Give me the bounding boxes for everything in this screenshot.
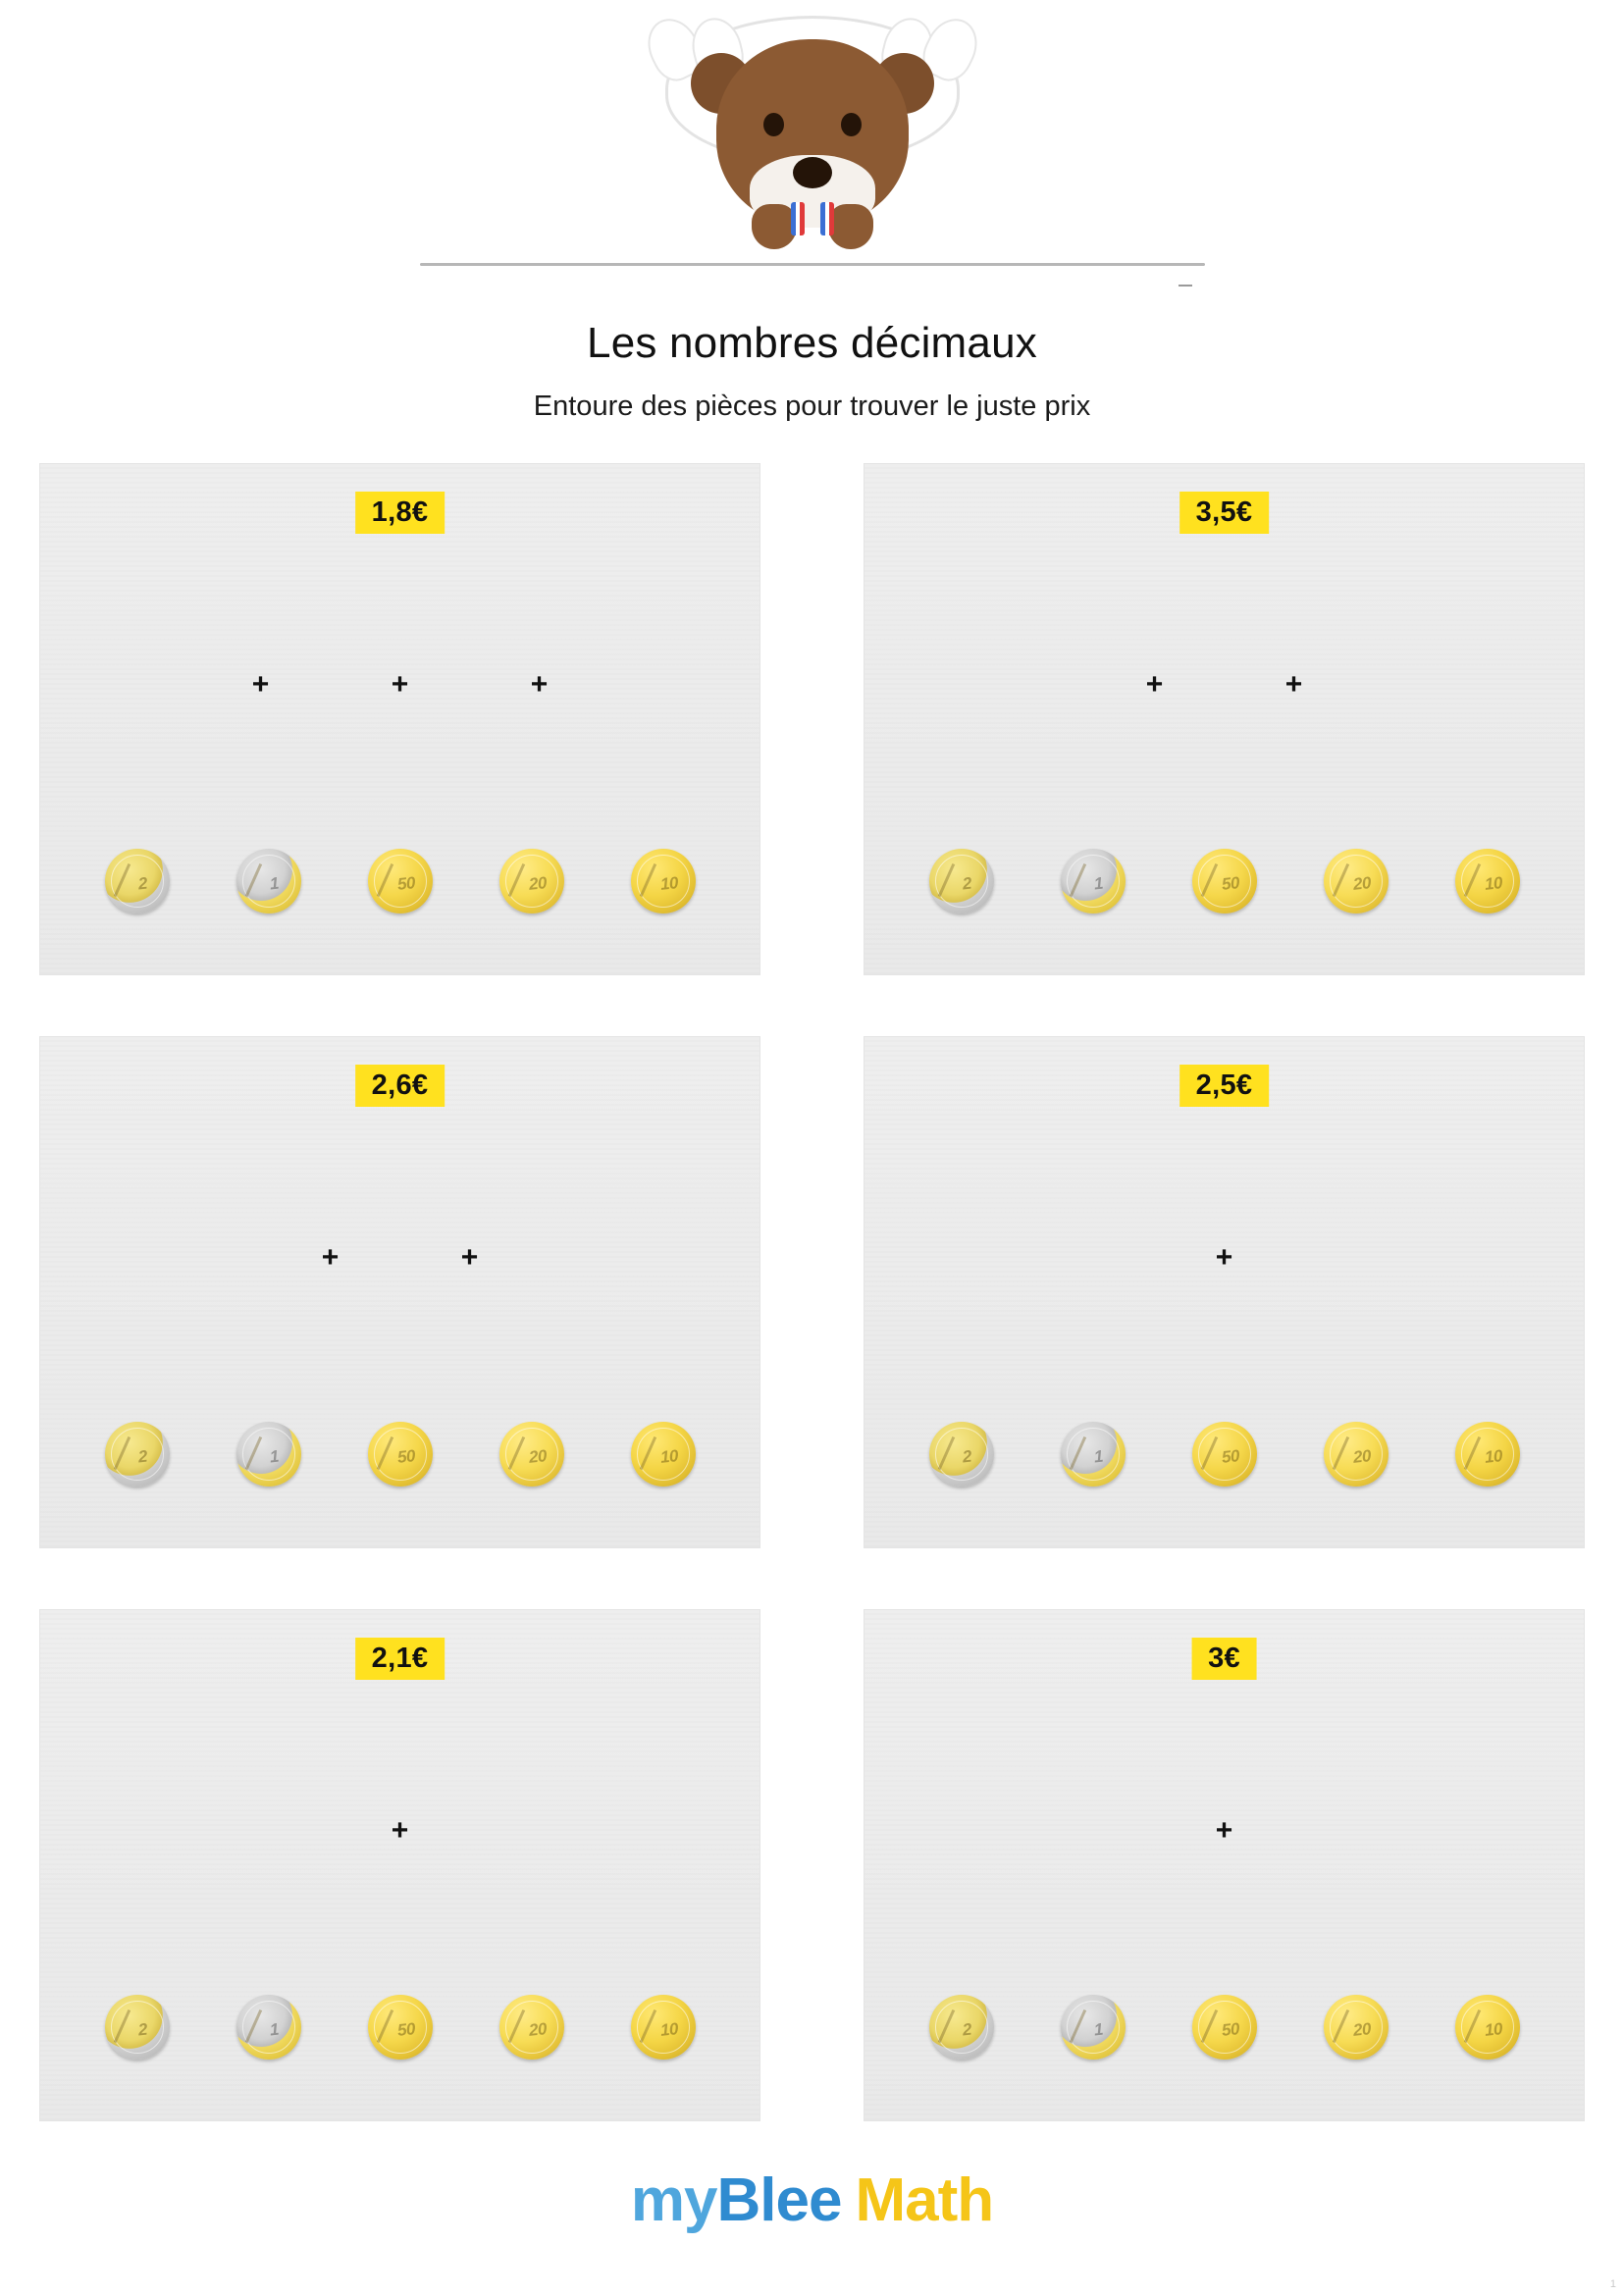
page-title: Les nombres décimaux <box>587 319 1037 367</box>
coin-denomination: 20 <box>527 873 548 894</box>
coin-shine <box>507 1436 524 1470</box>
coin-denomination: 2 <box>961 873 972 894</box>
coin-denomination: 50 <box>1220 873 1240 894</box>
coin-cent10[interactable] <box>631 1995 696 2060</box>
coin-shine <box>937 1436 954 1470</box>
mascot-ribbon-left <box>791 202 805 235</box>
coin-denomination: 1 <box>1092 1446 1104 1467</box>
coin-cent20[interactable] <box>1324 1422 1388 1487</box>
coin-cent50[interactable] <box>1192 1422 1257 1487</box>
coin-shine <box>507 2009 524 2043</box>
coin-cent10[interactable] <box>1455 849 1520 913</box>
header-divider <box>420 263 1205 266</box>
price-tag: 3,5€ <box>1179 492 1270 534</box>
coin-cent20[interactable] <box>499 849 564 913</box>
mascot-nose <box>793 157 832 188</box>
coin-cent50[interactable] <box>1192 1995 1257 2060</box>
coin-shine <box>639 2009 655 2043</box>
coin-shine <box>639 863 655 897</box>
mascot-eye-right <box>841 113 862 136</box>
coin-denomination: 20 <box>527 1446 548 1467</box>
coin-denomination: 50 <box>1220 1446 1240 1467</box>
coin-cent20[interactable] <box>1324 849 1388 913</box>
exercise-card <box>39 1036 760 1548</box>
plus-row <box>864 1243 1584 1273</box>
coin-euro2[interactable] <box>105 849 170 913</box>
coin-euro1[interactable] <box>1061 1995 1126 2060</box>
coin-euro2[interactable] <box>929 1422 994 1487</box>
coin-denomination: 20 <box>527 2019 548 2040</box>
coin-shine <box>244 2009 261 2043</box>
coin-denomination: 1 <box>1092 873 1104 894</box>
coin-denomination: 20 <box>1351 873 1372 894</box>
coin-euro1[interactable] <box>236 1995 301 2060</box>
coin-row <box>40 849 760 913</box>
coin-shine <box>113 863 130 897</box>
price-tag: 3€ <box>1191 1638 1257 1680</box>
coin-cent20[interactable] <box>499 1995 564 2060</box>
coin-row <box>864 1995 1584 2060</box>
coin-cent50[interactable] <box>368 1422 433 1487</box>
coin-denomination: 1 <box>268 873 280 894</box>
price-tag: 1,8€ <box>355 492 445 534</box>
plus-sign: + <box>1284 668 1303 701</box>
mascot-eye-left <box>763 113 784 136</box>
plus-row <box>864 670 1584 700</box>
page-subtitle: Entoure des pièces pour trouver le juste prix <box>533 391 1091 422</box>
coin-cent50[interactable] <box>368 849 433 913</box>
price-tag: 2,6€ <box>355 1065 445 1107</box>
coin-shine <box>244 1436 261 1470</box>
page-number: 1 <box>1609 2278 1616 2290</box>
coin-shine <box>1332 863 1348 897</box>
coin-shine <box>1200 2009 1217 2043</box>
exercise-card <box>864 1036 1585 1548</box>
coin-shine <box>376 863 393 897</box>
coin-denomination: 10 <box>658 1446 679 1467</box>
coin-shine <box>1332 1436 1348 1470</box>
coin-shine <box>376 1436 393 1470</box>
coin-denomination: 50 <box>395 873 416 894</box>
coin-shine <box>1069 1436 1085 1470</box>
coin-cent10[interactable] <box>631 1422 696 1487</box>
bear-mascot-icon <box>646 10 979 265</box>
coin-denomination: 10 <box>1483 1446 1503 1467</box>
coin-cent50[interactable] <box>1192 849 1257 913</box>
coin-row <box>40 1422 760 1487</box>
coin-denomination: 10 <box>1483 873 1503 894</box>
coin-denomination: 50 <box>395 2019 416 2040</box>
logo-my: my <box>630 2166 717 2234</box>
coin-row <box>864 849 1584 913</box>
plus-sign: + <box>1215 1814 1233 1847</box>
coin-euro1[interactable] <box>1061 1422 1126 1487</box>
plus-row <box>40 1243 760 1273</box>
plus-sign: + <box>530 668 549 701</box>
exercise-grid <box>39 463 1585 2121</box>
coin-denomination: 1 <box>268 2019 280 2040</box>
coin-shine <box>1332 2009 1348 2043</box>
header-divider-tick <box>1179 285 1192 287</box>
mascot-paw-right <box>828 204 873 249</box>
coin-euro2[interactable] <box>105 1422 170 1487</box>
coin-euro1[interactable] <box>236 849 301 913</box>
exercise-card <box>864 463 1585 975</box>
coin-shine <box>937 2009 954 2043</box>
coin-cent20[interactable] <box>1324 1995 1388 2060</box>
coin-denomination: 2 <box>136 873 148 894</box>
price-tag: 2,5€ <box>1179 1065 1270 1107</box>
coin-denomination: 2 <box>961 1446 972 1467</box>
coin-cent10[interactable] <box>631 849 696 913</box>
plus-sign: + <box>391 1814 409 1847</box>
plus-row <box>40 670 760 700</box>
coin-euro1[interactable] <box>1061 849 1126 913</box>
plus-sign: + <box>251 668 270 701</box>
plus-row <box>40 1816 760 1846</box>
plus-sign: + <box>1215 1241 1233 1274</box>
coin-shine <box>1069 863 1085 897</box>
logo-blee: Blee <box>716 2166 842 2234</box>
coin-shine <box>1463 2009 1480 2043</box>
logo-math: Math <box>855 2166 994 2234</box>
coin-denomination: 2 <box>961 2019 972 2040</box>
coin-denomination: 20 <box>1351 1446 1372 1467</box>
coin-shine <box>244 863 261 897</box>
coin-shine <box>1069 2009 1085 2043</box>
coin-shine <box>113 1436 130 1470</box>
coin-denomination: 10 <box>658 873 679 894</box>
coin-shine <box>937 863 954 897</box>
coin-shine <box>1463 1436 1480 1470</box>
mascot-ribbon-right <box>820 202 834 235</box>
plus-sign: + <box>321 1241 340 1274</box>
coin-denomination: 50 <box>1220 2019 1240 2040</box>
coin-cent50[interactable] <box>368 1995 433 2060</box>
coin-shine <box>1200 1436 1217 1470</box>
coin-cent20[interactable] <box>499 1422 564 1487</box>
price-tag: 2,1€ <box>355 1638 445 1680</box>
exercise-card <box>864 1609 1585 2121</box>
coin-denomination: 2 <box>136 2019 148 2040</box>
coin-shine <box>507 863 524 897</box>
coin-denomination: 2 <box>136 1446 148 1467</box>
coin-euro2[interactable] <box>929 1995 994 2060</box>
coin-shine <box>1200 863 1217 897</box>
worksheet-header <box>0 0 1624 294</box>
coin-euro2[interactable] <box>105 1995 170 2060</box>
coin-row <box>40 1995 760 2060</box>
coin-cent10[interactable] <box>1455 1422 1520 1487</box>
coin-denomination: 1 <box>1092 2019 1104 2040</box>
coin-denomination: 20 <box>1351 2019 1372 2040</box>
coin-row <box>864 1422 1584 1487</box>
coin-denomination: 50 <box>395 1446 416 1467</box>
exercise-card <box>39 463 760 975</box>
coin-euro1[interactable] <box>236 1422 301 1487</box>
coin-shine <box>1463 863 1480 897</box>
plus-row <box>864 1816 1584 1846</box>
brand-logo <box>0 2166 1624 2235</box>
coin-shine <box>376 2009 393 2043</box>
coin-shine <box>113 2009 130 2043</box>
exercise-card <box>39 1609 760 2121</box>
plus-sign: + <box>391 668 409 701</box>
plus-sign: + <box>1145 668 1164 701</box>
plus-sign: + <box>460 1241 479 1274</box>
coin-denomination: 1 <box>268 1446 280 1467</box>
coin-denomination: 10 <box>658 2019 679 2040</box>
coin-denomination: 10 <box>1483 2019 1503 2040</box>
coin-cent10[interactable] <box>1455 1995 1520 2060</box>
coin-euro2[interactable] <box>929 849 994 913</box>
coin-shine <box>639 1436 655 1470</box>
